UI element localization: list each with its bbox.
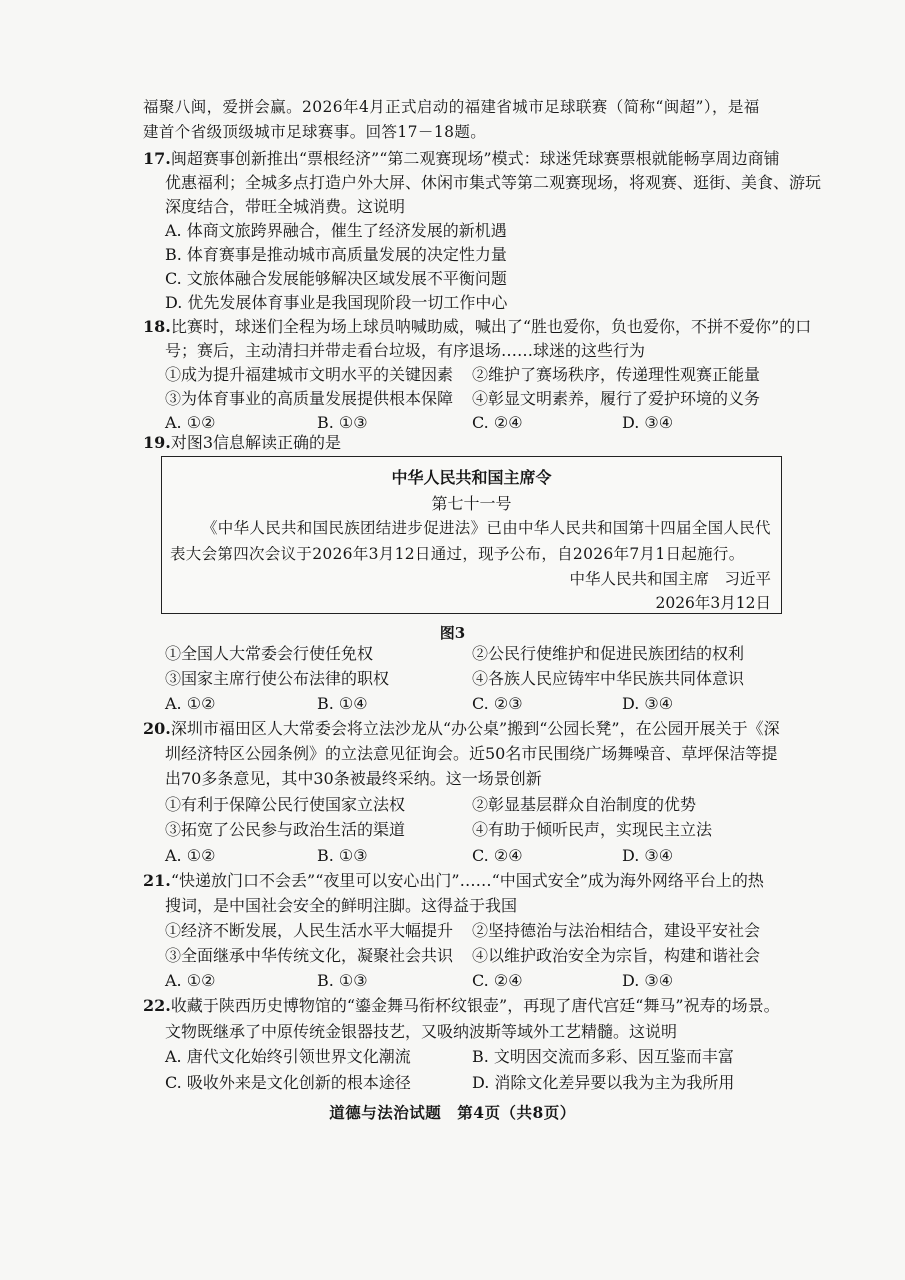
order-body: 《中华人民共和国民族团结进步促进法》已由中华人民共和国第十四届全国人民代表大会第四次会议于2026年3月12日通过，现予公布，自2026年7月1日起施行。 xyxy=(170,519,771,563)
option-a: A. ①② xyxy=(165,413,216,432)
figure-caption: 图3 xyxy=(439,624,466,642)
question-number: 20. xyxy=(143,719,171,738)
order-title: 中华人民共和国主席令 xyxy=(391,468,552,487)
question-stem: 闽超赛事创新推出“票根经济”“第二观赛现场”模式：球迷凭球赛票根就能畅享周边商铺 xyxy=(170,149,780,168)
statement-4: ④彰显文明素养，履行了爱护环境的义务 xyxy=(472,389,761,408)
option-c: C. ②④ xyxy=(472,971,523,990)
question-stem-line: 文物既继承了中原传统金银器技艺，又吸纳波斯等域外工艺精髓。这说明 xyxy=(165,1022,678,1041)
option-c: C. ②④ xyxy=(472,413,523,432)
statement-3: ③国家主席行使公布法律的职权 xyxy=(165,669,390,688)
question-stem: 对图3信息解读正确的是 xyxy=(170,433,342,452)
option-a: A. ①② xyxy=(165,846,216,865)
page-footer: 道德与法治试题 第4页（共8页） xyxy=(329,1103,576,1122)
question-21 xyxy=(143,870,764,892)
statement-1: ①经济不断发展，人民生活水平大幅提升 xyxy=(165,921,454,940)
question-number: 22. xyxy=(143,996,171,1015)
option-d: D. 消除文化差异要以我为主为我所用 xyxy=(472,1073,735,1092)
question-number: 18. xyxy=(143,317,171,336)
intro-line-1: 福聚八闽，爱拼会赢。2026年4月正式启动的福建省城市足球联赛（简称“闽超”），是福 xyxy=(143,98,760,116)
presidential-order-figure xyxy=(161,456,782,614)
statement-4: ④各族人民应铸牢中华民族共同体意识 xyxy=(472,669,745,688)
statement-3: ③全面继承中华传统文化，凝聚社会共识 xyxy=(165,946,454,965)
order-signer: 中华人民共和国主席 习近平 xyxy=(569,570,771,588)
option-c: C. 吸收外来是文化创新的根本途径 xyxy=(165,1073,411,1092)
option-b: B. ①③ xyxy=(317,971,368,990)
option-b: B. ①③ xyxy=(317,413,368,432)
statement-2: ②彰显基层群众自治制度的优势 xyxy=(472,795,697,814)
question-22 xyxy=(143,995,780,1017)
option-a: A. ①② xyxy=(165,694,216,713)
option-c: C. ②④ xyxy=(472,846,523,865)
question-stem-line: 优惠福利；全城多点打造户外大屏、休闲市集式等第二观赛现场，将观赛、逛街、美食、游玩 xyxy=(165,173,822,192)
order-date: 2026年3月12日 xyxy=(655,594,771,612)
statement-4: ④以维护政治安全为宗旨，构建和谐社会 xyxy=(472,946,761,965)
statement-3: ③拓宽了公民参与政治生活的渠道 xyxy=(165,820,406,839)
question-20 xyxy=(143,718,780,740)
question-stem-line: 出70多条意见，其中30条被最终采纳。这一场景创新 xyxy=(165,769,542,788)
statement-2: ②坚持德治与法治相结合，建设平安社会 xyxy=(472,921,761,940)
option-d: D. ③④ xyxy=(622,846,674,865)
statement-1: ①全国人大常委会行使任免权 xyxy=(165,644,374,663)
option-d: D. ③④ xyxy=(622,694,674,713)
question-stem-line: 深度结合，带旺全城消费。这说明 xyxy=(165,197,406,216)
question-number: 17. xyxy=(143,149,171,168)
question-stem: 收藏于陕西历史博物馆的“鎏金舞马衔杯纹银壶”，再现了唐代宫廷“舞马”祝寿的场景。 xyxy=(170,996,780,1015)
statement-1: ①成为提升福建城市文明水平的关键因素 xyxy=(165,365,454,384)
statement-2: ②公民行使维护和促进民族团结的权利 xyxy=(472,644,745,663)
question-17 xyxy=(143,148,780,170)
option-b: B. ①④ xyxy=(317,694,368,713)
question-stem-line: 圳经济特区公园条例》的立法意见征询会。近50名市民围绕广场舞噪音、草坪保洁等提 xyxy=(165,744,778,763)
intro-line-2: 建首个省级顶级城市足球赛事。回答17－18题。 xyxy=(143,123,487,141)
statement-2: ②维护了赛场秩序，传递理性观赛正能量 xyxy=(472,365,761,384)
option-b: B. ①③ xyxy=(317,846,368,865)
option-b: B. 文明因交流而多彩、因互鉴而丰富 xyxy=(472,1047,734,1066)
statement-1: ①有利于保障公民行使国家立法权 xyxy=(165,795,406,814)
option-a: A. ①② xyxy=(165,971,216,990)
question-18 xyxy=(143,316,811,338)
option-d: D. ③④ xyxy=(622,971,674,990)
option-d: D. ③④ xyxy=(622,413,674,432)
statement-3: ③为体育事业的高质量发展提供根本保障 xyxy=(165,389,454,408)
option-c: C. ②③ xyxy=(472,694,523,713)
statement-4: ④有助于倾听民声，实现民主立法 xyxy=(472,820,713,839)
question-19 xyxy=(143,432,341,454)
option-d: D. 优先发展体育事业是我国现阶段一切工作中心 xyxy=(165,293,508,312)
option-c: C. 文旅体融合发展能够解决区域发展不平衡问题 xyxy=(165,269,507,288)
question-stem-line: 搜词，是中国社会安全的鲜明注脚。这得益于我国 xyxy=(165,896,518,915)
question-stem: 比赛时，球迷们全程为场上球员呐喊助威，喊出了“胜也爱你，负也爱你，不拼不爱你”的口 xyxy=(170,317,812,336)
order-number: 第七十一号 xyxy=(431,494,512,513)
option-a: A. 体商文旅跨界融合，催生了经济发展的新机遇 xyxy=(165,221,507,240)
question-number: 21. xyxy=(143,871,171,890)
option-b: B. 体育赛事是推动城市高质量发展的决定性力量 xyxy=(165,245,507,264)
question-stem: “快递放门口不会丢”“夜里可以安心出门”……“中国式安全”成为海外网络平台上的热 xyxy=(170,871,764,890)
question-stem: 深圳市福田区人大常委会将立法沙龙从“办公桌”搬到“公园长凳”，在公园开展关于《深 xyxy=(170,719,780,738)
question-stem-line: 号；赛后，主动清扫并带走看台垃圾，有序退场……球迷的这些行为 xyxy=(165,341,646,360)
question-number: 19. xyxy=(143,433,171,452)
option-a: A. 唐代文化始终引领世界文化潮流 xyxy=(165,1047,411,1066)
